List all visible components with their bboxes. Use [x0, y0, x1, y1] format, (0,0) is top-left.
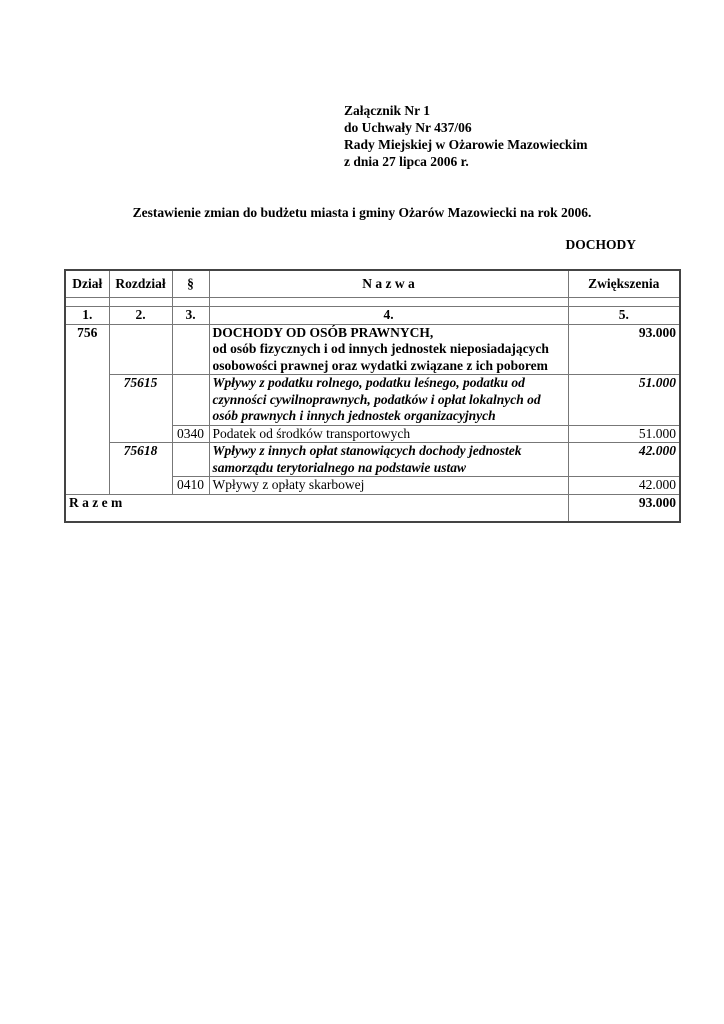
- total-row: [65, 494, 680, 522]
- column-number-row: [65, 307, 680, 325]
- table-row: [65, 425, 680, 443]
- cell-dzial: 756: [65, 324, 109, 375]
- column-number-2: 2.: [109, 307, 172, 325]
- cell-rozdzial: [109, 324, 172, 375]
- column-number-4: 4.: [209, 307, 568, 325]
- attachment-date: z dnia 27 lipca 2006 r.: [344, 154, 469, 169]
- header-dzial: Dział: [65, 270, 109, 298]
- budget-table: [64, 269, 681, 523]
- cell-amount: 42.000: [568, 443, 680, 477]
- table-row: [65, 324, 680, 375]
- cell-dzial: [65, 375, 109, 426]
- cell-name: Wpływy z innych opłat stanowiących dochody jednostek samorządu terytorialnego na podstawie ustaw: [209, 443, 568, 477]
- header-spacer-row: [65, 298, 680, 307]
- header-paragraf: §: [172, 270, 209, 298]
- cell-dzial: [65, 477, 109, 495]
- table-header-row: [65, 270, 680, 298]
- attachment-number: Załącznik Nr 1: [344, 103, 431, 118]
- column-number-5: 5.: [568, 307, 680, 325]
- header-zwiekszenia: Zwiększenia: [568, 270, 680, 298]
- header-rozdzial: Rozdział: [109, 270, 172, 298]
- cell-amount: 51.000: [568, 375, 680, 426]
- cell-name: Wpływy z podatku rolnego, podatku leśnego, podatku od czynności cywilnoprawnych, podatków i opłat lokalnych od osób prawnych i innych jednostek organizacyjnych: [209, 375, 568, 426]
- cell-rozdzial: 75618: [109, 443, 172, 477]
- table-row: [65, 477, 680, 495]
- cell-paragraf: [172, 324, 209, 375]
- cell-paragraf: 0340: [172, 425, 209, 443]
- cell-amount: 93.000: [568, 324, 680, 375]
- attachment-council: Rady Miejskiej w Ożarowie Mazowieckim: [344, 137, 588, 152]
- total-label: R a z e m: [65, 494, 568, 522]
- name-description: od osób fizycznych i od innych jednostek nieposiadających osobowości prawnej oraz wydatki związane z ich poborem: [212, 341, 549, 373]
- cell-rozdzial: [109, 477, 172, 495]
- total-amount: 93.000: [568, 494, 680, 522]
- cell-dzial: [65, 443, 109, 477]
- attachment-resolution: do Uchwały Nr 437/06: [344, 120, 472, 135]
- section-label: DOCHODY: [565, 237, 636, 252]
- cell-name: Podatek od środków transportowych: [209, 425, 568, 443]
- cell-amount: 42.000: [568, 477, 680, 495]
- cell-rozdzial: [109, 425, 172, 443]
- document-title: Zestawienie zmian do budżetu miasta i gminy Ożarów Mazowiecki na rok 2006.: [132, 205, 592, 220]
- table-row: [65, 443, 680, 477]
- table-row: [65, 375, 680, 426]
- header-nazwa: N a z w a: [209, 270, 568, 298]
- cell-rozdzial: 75615: [109, 375, 172, 426]
- column-number-3: 3.: [172, 307, 209, 325]
- attachment-header: [344, 102, 587, 170]
- cell-name: [209, 324, 568, 375]
- cell-paragraf: [172, 375, 209, 426]
- cell-name: Wpływy z opłaty skarbowej: [209, 477, 568, 495]
- cell-dzial: [65, 425, 109, 443]
- cell-amount: 51.000: [568, 425, 680, 443]
- name-heading: DOCHODY OD OSÓB PRAWNYCH,: [212, 324, 434, 340]
- cell-paragraf: [172, 443, 209, 477]
- cell-paragraf: 0410: [172, 477, 209, 495]
- column-number-1: 1.: [65, 307, 109, 325]
